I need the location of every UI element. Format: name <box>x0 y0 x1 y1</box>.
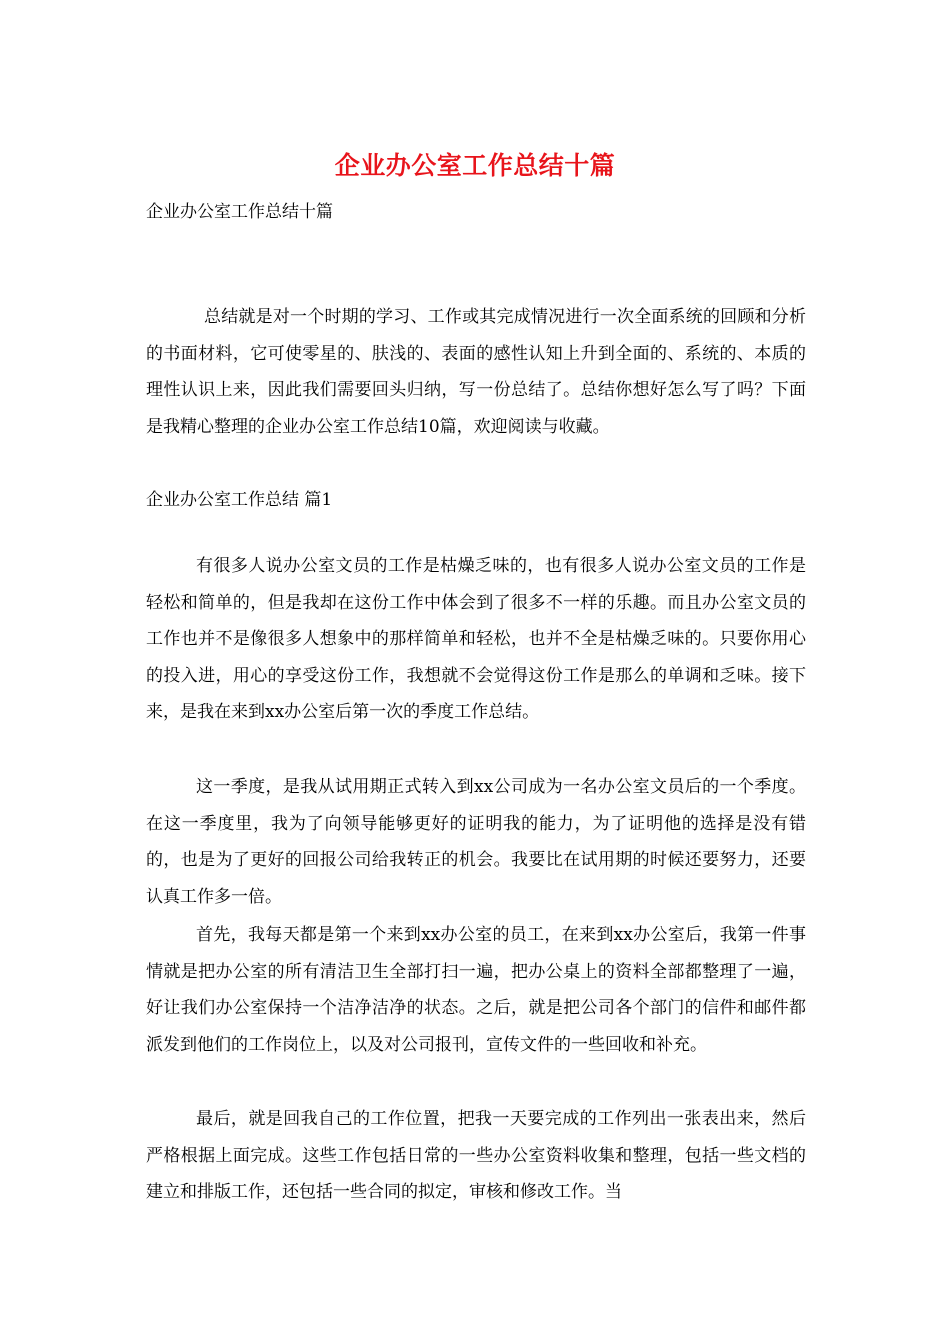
body-paragraph-1: 有很多人说办公室文员的工作是枯燥乏味的，也有很多人说办公室文员的工作是轻松和简单的，但是我却在这份工作中体会到了很多不一样的乐趣。而且办公室文员的工作也并不是像很多人想象中的那样简单和轻松，也并不全是枯燥乏味的。只要你用心的投入进，用心的享受这份工作，我想就不会觉得这份工作是那么的单调和乏味。接下来，是我在来到xx办公室后第一次的季度工作总结。 <box>146 556 806 722</box>
body-paragraph-3: 首先，我每天都是第一个来到xx办公室的员工，在来到xx办公室后，我第一件事情就是把办公室的所有清洁卫生全部打扫一遍，把办公桌上的资料全部都整理了一遍，好让我们办公室保持一个洁净洁净的状态。之后，就是把公司各个部门的信件和邮件都派发到他们的工作岗位上，以及对公司报刊，宣传文件的一些回收和补充。 <box>146 925 806 1055</box>
body-paragraph-2: 这一季度，是我从试用期正式转入到xx公司成为一名办公室文员后的一个季度。在这一季度里，我为了向领导能够更好的证明我的能力，为了证明他的选择是没有错的，也是为了更好的回报公司给我转正的机会。我要比在试用期的时候还要努力，还要认真工作多一倍。 <box>146 777 806 907</box>
document-title: 企业办公室工作总结十篇 <box>334 151 616 180</box>
body-paragraph-4: 最后，就是回我自己的工作位置，把我一天要完成的工作列出一张表出来，然后严格根据上面完成。这些工作包括日常的一些办公室资料收集和整理，包括一些文档的建立和排版工作，还包括一些合同的拟定，审核和修改工作。当 <box>146 1109 806 1202</box>
intro-paragraph: 总结就是对一个时期的学习、工作或其完成情况进行一次全面系统的回顾和分析的书面材料，它可使零星的、肤浅的、表面的感性认知上升到全面的、系统的、本质的理性认识上来，因此我们需要回头归纳，写一份总结了。总结你想好怎么写了吗？下面是我精心整理的企业办公室工作总结10篇，欢迎阅读与收藏。 <box>146 307 806 437</box>
section-heading-1: 企业办公室工作总结 篇1 <box>146 490 333 510</box>
document-subtitle: 企业办公室工作总结十篇 <box>146 202 333 222</box>
